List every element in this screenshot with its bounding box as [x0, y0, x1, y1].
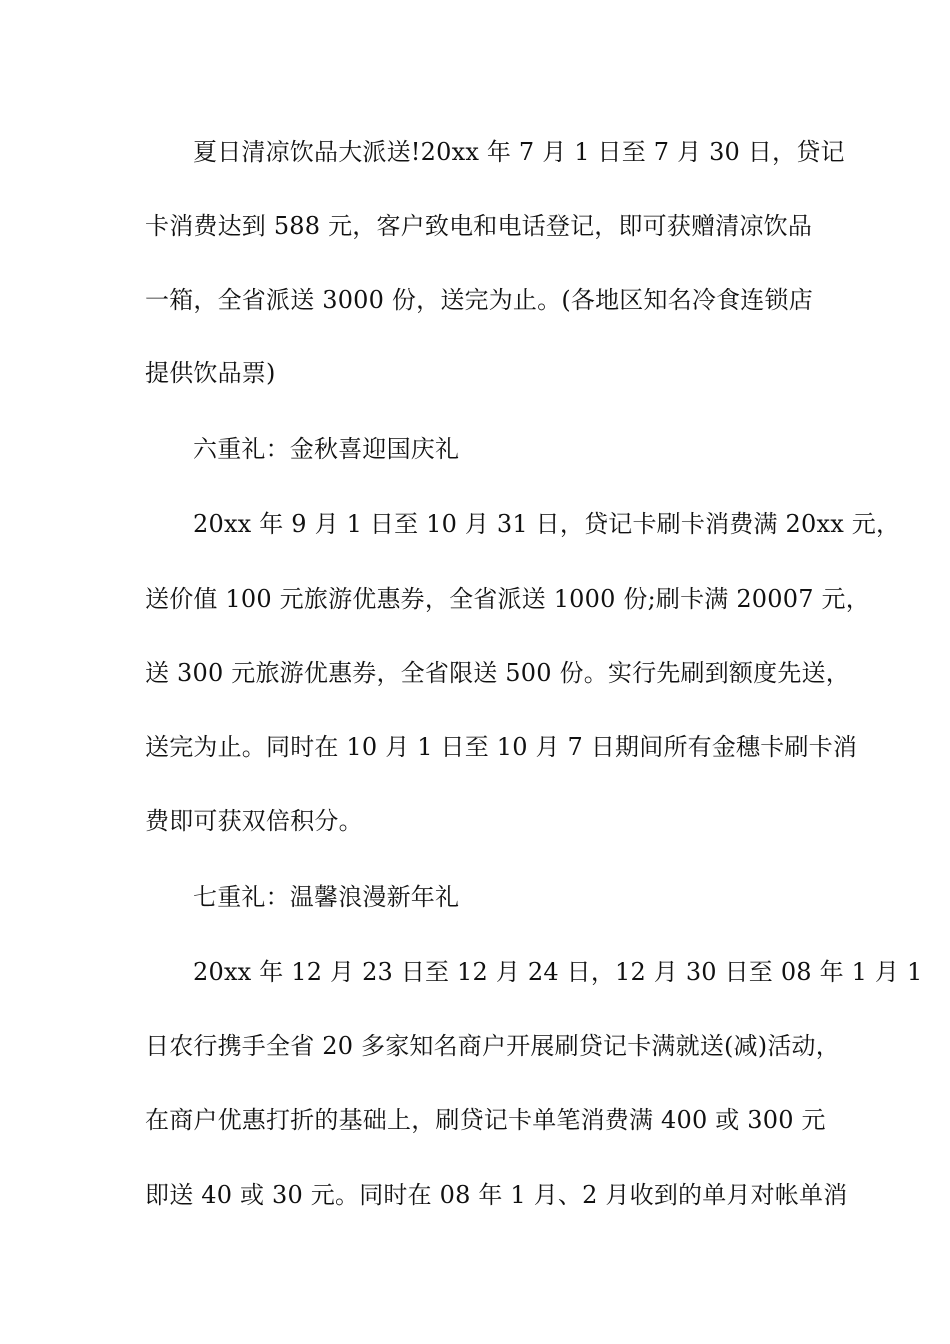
paragraph-summer-drinks-line-4: 提供饮品票)	[145, 359, 276, 387]
paragraph-national-day-line-1: 20xx 年 9 月 1 日至 10 月 31 日，贷记卡刷卡消费满 20xx 元，	[193, 510, 901, 538]
paragraph-new-year-line-3: 在商户优惠打折的基础上，刷贷记卡单笔消费满 400 或 300 元	[145, 1106, 826, 1134]
paragraph-summer-drinks-line-2: 卡消费达到 588 元，客户致电和电话登记，即可获赠清凉饮品	[145, 212, 813, 240]
paragraph-national-day-line-5: 费即可获双倍积分。	[145, 807, 363, 835]
paragraph-new-year-line-4: 即送 40 或 30 元。同时在 08 年 1 月、2 月收到的单月对帐单消	[145, 1181, 848, 1209]
paragraph-national-day-line-2: 送价值 100 元旅游优惠券，全省派送 1000 份;刷卡满 20007 元，	[145, 585, 870, 613]
paragraph-national-day-line-3: 送 300 元旅游优惠券，全省限送 500 份。实行先刷到额度先送，	[145, 659, 850, 687]
paragraph-new-year-line-2: 日农行携手全省 20 多家知名商户开展刷贷记卡满就送(减)活动，	[145, 1032, 840, 1060]
section-heading-sixth-gift: 六重礼：金秋喜迎国庆礼	[193, 435, 460, 463]
section-heading-seventh-gift: 七重礼：温馨浪漫新年礼	[193, 883, 460, 911]
paragraph-summer-drinks-line-3: 一箱，全省派送 3000 份，送完为止。(各地区知名冷食连锁店	[145, 286, 813, 314]
paragraph-summer-drinks-line-1: 夏日清凉饮品大派送!20xx 年 7 月 1 日至 7 月 30 日，贷记	[193, 138, 845, 166]
paragraph-new-year-line-1: 20xx 年 12 月 23 日至 12 月 24 日，12 月 30 日至 08 年 1 月 1	[193, 958, 923, 986]
paragraph-national-day-line-4: 送完为止。同时在 10 月 1 日至 10 月 7 日期间所有金穗卡刷卡消	[145, 733, 858, 761]
